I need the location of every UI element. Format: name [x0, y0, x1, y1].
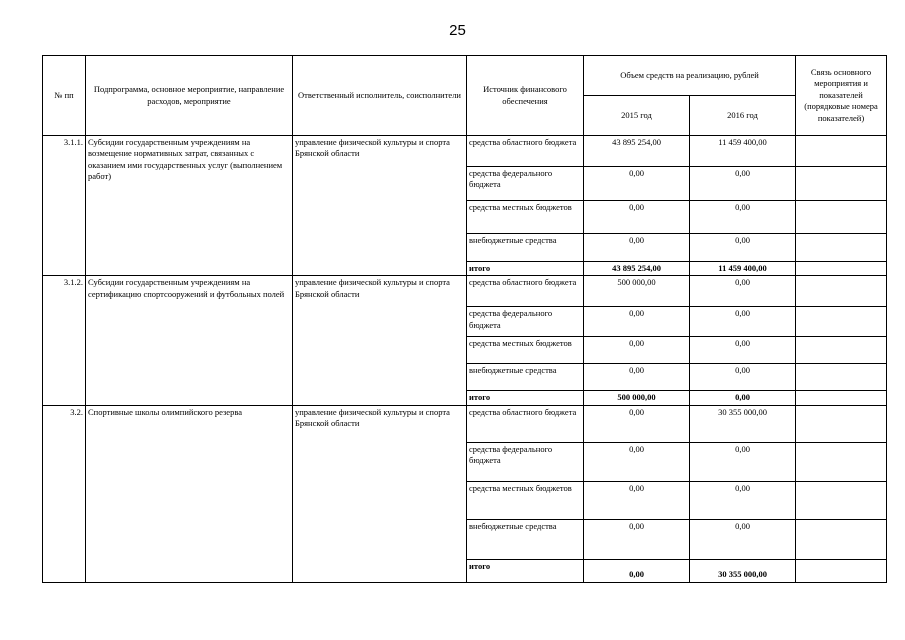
link-cell: [796, 337, 887, 364]
source-cell: средства местных бюджетов: [467, 337, 584, 364]
value-2015: 0,00: [584, 201, 690, 234]
value-2016: 0,00: [690, 364, 796, 391]
value-2016: 0,00: [690, 234, 796, 262]
value-2015: 0,00: [584, 481, 690, 519]
link-cell: [796, 276, 887, 307]
page-number: 25: [449, 22, 466, 39]
section-executor: управление физической культуры и спорта Брянской области: [293, 136, 467, 276]
header-year-2015: 2015 год: [584, 96, 690, 136]
total-label: итого: [467, 559, 584, 582]
header-volume: Объем средств на реализацию, рублей: [584, 56, 796, 96]
header-num: № пп: [43, 56, 86, 136]
source-cell: средства местных бюджетов: [467, 201, 584, 234]
source-cell: средства областного бюджета: [467, 276, 584, 307]
total-2015: 500 000,00: [584, 391, 690, 405]
source-cell: внебюджетные средства: [467, 364, 584, 391]
value-2016: 11 459 400,00: [690, 136, 796, 167]
link-cell: [796, 391, 887, 405]
link-cell: [796, 201, 887, 234]
total-2015: 43 895 254,00: [584, 262, 690, 276]
total-2015: 0,00: [584, 559, 690, 582]
link-cell: [796, 442, 887, 481]
header-executor: Ответственный исполнитель, соисполнители: [293, 56, 467, 136]
source-cell: средства областного бюджета: [467, 136, 584, 167]
source-cell: внебюджетные средства: [467, 519, 584, 559]
link-cell: [796, 307, 887, 337]
value-2015: 0,00: [584, 405, 690, 442]
section-name: Субсидии государственным учреждениям на возмещение нормативных затрат, связанных с оказанием ими государственных услуг (выполнением работ): [86, 136, 293, 276]
link-cell: [796, 364, 887, 391]
total-label: итого: [467, 391, 584, 405]
table-row: [43, 276, 887, 307]
source-cell: средства федерального бюджета: [467, 442, 584, 481]
value-2015: 0,00: [584, 519, 690, 559]
link-cell: [796, 481, 887, 519]
link-cell: [796, 136, 887, 167]
source-cell: средства федерального бюджета: [467, 307, 584, 337]
source-cell: внебюджетные средства: [467, 234, 584, 262]
value-2016: 0,00: [690, 337, 796, 364]
value-2016: 0,00: [690, 519, 796, 559]
total-label: итого: [467, 262, 584, 276]
section-number: 3.1.2.: [43, 276, 86, 405]
section-number: 3.1.1.: [43, 136, 86, 276]
value-2015: 0,00: [584, 234, 690, 262]
value-2016: 0,00: [690, 167, 796, 201]
section-executor: управление физической культуры и спорта Брянской области: [293, 405, 467, 582]
value-2016: 0,00: [690, 481, 796, 519]
value-2016: 30 355 000,00: [690, 405, 796, 442]
link-cell: [796, 262, 887, 276]
value-2015: 0,00: [584, 167, 690, 201]
total-2016: 0,00: [690, 391, 796, 405]
section-number: 3.2.: [43, 405, 86, 582]
source-cell: средства федерального бюджета: [467, 167, 584, 201]
header-subprogram: Подпрограмма, основное мероприятие, направление расходов, мероприятие: [86, 56, 293, 136]
value-2015: 0,00: [584, 364, 690, 391]
header-link: Связь основного мероприятия и показателей (порядковые номера показателей): [796, 56, 887, 136]
value-2015: 43 895 254,00: [584, 136, 690, 167]
table-row: [43, 405, 887, 442]
value-2015: 0,00: [584, 442, 690, 481]
link-cell: [796, 405, 887, 442]
budget-table: [42, 55, 887, 583]
value-2015: 0,00: [584, 307, 690, 337]
value-2016: 0,00: [690, 276, 796, 307]
source-cell: средства местных бюджетов: [467, 481, 584, 519]
section-name: Спортивные школы олимпийского резерва: [86, 405, 293, 582]
link-cell: [796, 519, 887, 559]
section-name: Субсидии государственным учреждениям на сертификацию спортсооружений и футбольных полей: [86, 276, 293, 405]
total-2016: 11 459 400,00: [690, 262, 796, 276]
link-cell: [796, 167, 887, 201]
value-2015: 500 000,00: [584, 276, 690, 307]
value-2016: 0,00: [690, 442, 796, 481]
value-2016: 0,00: [690, 307, 796, 337]
section-executor: управление физической культуры и спорта Брянской области: [293, 276, 467, 405]
total-2016: 30 355 000,00: [690, 559, 796, 582]
header-year-2016: 2016 год: [690, 96, 796, 136]
table-row: [43, 136, 887, 167]
value-2016: 0,00: [690, 201, 796, 234]
source-cell: средства областного бюджета: [467, 405, 584, 442]
header-source: Источник финансового обеспечения: [467, 56, 584, 136]
link-cell: [796, 559, 887, 582]
link-cell: [796, 234, 887, 262]
value-2015: 0,00: [584, 337, 690, 364]
